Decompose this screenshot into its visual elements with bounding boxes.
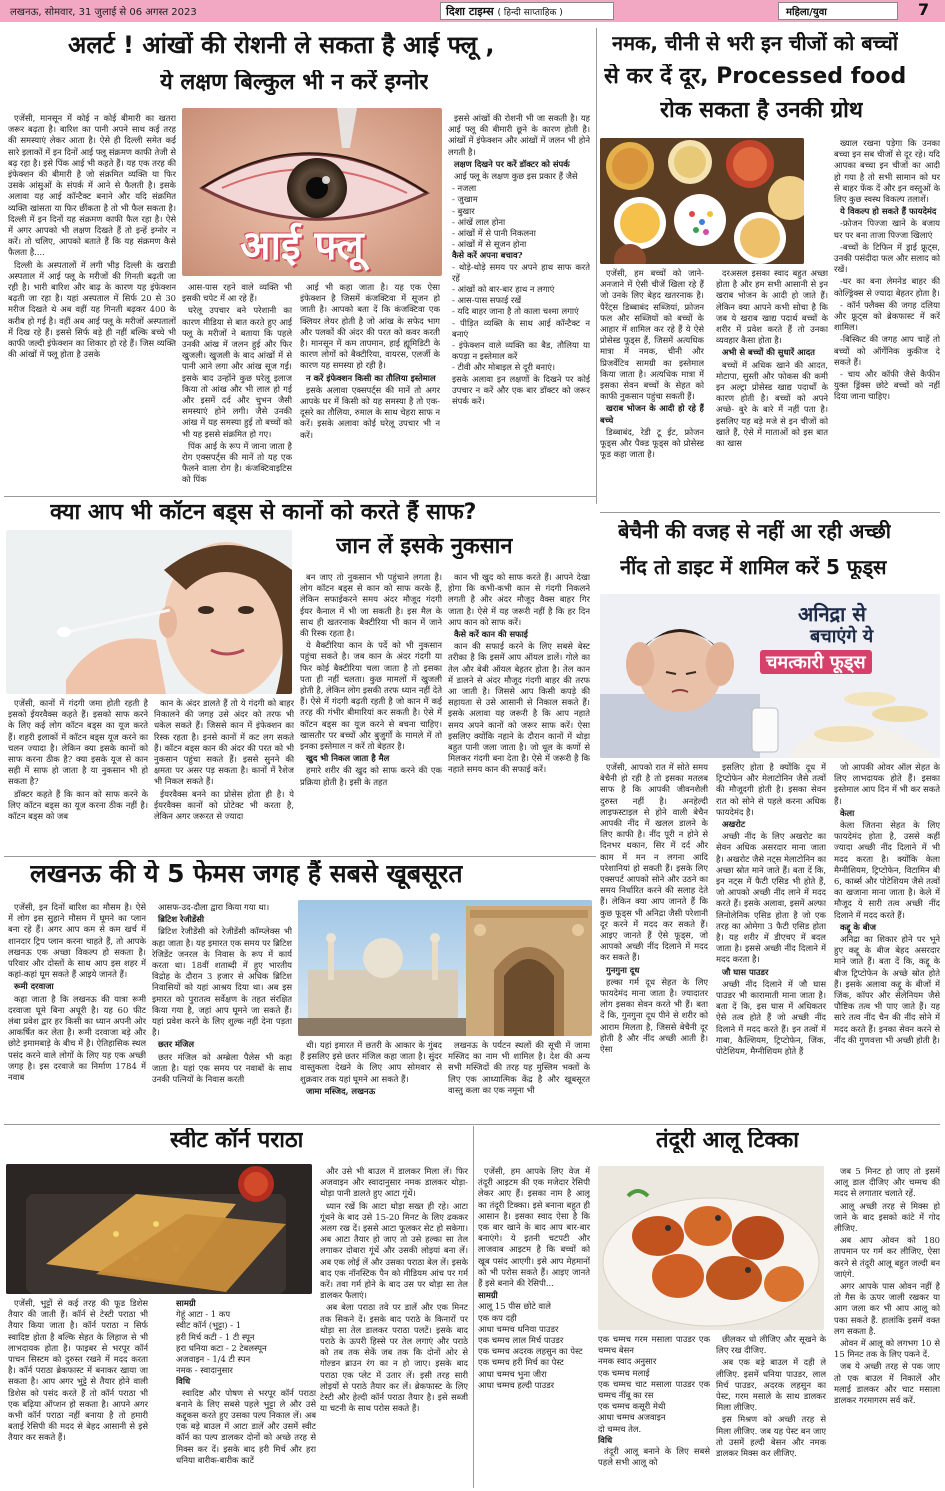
paragraph: एजेंसी, भुट्टों से कई तरह की फूड डिशेस तैयार की जाती हैं। कॉर्न से टेस्टी पराठा भी तैयार किया जाता है। कॉर्न पराठा न सिर्फ स्वादिष्ट होता है बल्कि सेहत के लिहाज से भी लाभदायक होता है। फाइबर से भरपूर कॉर्न पाचन सिस्टम को दुरुस्त रखने में मदद करता है। कॉर्न पराठा ब्रेकफास्ट में बनाकर खाया जा सकता है। आप अगर भुट्टे से तैयार होने वाली डिशेस को पसंद करते हैं तो कॉर्न पराठा भी एक बढ़िया ऑप्शन हो सकता है। आपने अगर कभी कॉर्न पराठा नहीं बनाया है तो हमारी बताई रेसिपी की मदद से बेहद आसानी से इसे तैयार कर सकते हैं।: [8, 1298, 148, 1443]
tandoori-potato-illustration: [598, 1166, 824, 1330]
masthead-section: महिला/युवा: [786, 7, 827, 18]
divider: [4, 856, 596, 857]
sleep-headline-1: बेचैनी की वजह से नहीं आ रही अच्छी: [618, 520, 891, 543]
sleep-col-1: [600, 762, 708, 1114]
paragraph: इस मिश्रण को अच्छी तरह से मिला लीजिए. जब यह पेस्ट बन जाए तो उसमें हल्दी बेसन और नमक डालकर मिक्स कर लीजिए.: [716, 1414, 826, 1459]
subheading: गुनगुना दूध: [606, 964, 640, 975]
subheading: सामग्री: [176, 1298, 196, 1308]
paragraph: जब 5 मिनट हो जाए तो इसमें आलू डाल दीजिए और चम्मच की मदद से लगातार चलाते रहें.: [834, 1166, 940, 1199]
page-number: 7: [918, 0, 930, 19]
list-item: - आंखें लाल होना: [452, 216, 506, 227]
eye-flu-headline-2: ये लक्षण बिल्कुल भी न करें इग्नोर: [160, 70, 429, 95]
paragraph: स्वादिष्ट और पोषण से भरपूर कॉर्न पराठा बनाने के लिए सबसे पहले भुट्टा ले और उसे कद्दूकस करते हुए उसका पल्प निकाल लें। अब एक बड़े बाउल में आटा डालें और उसमें स्वीट कॉर्न का पल्प डालकर दोनों को अच्छे तरह से मिक्स कर दें। इसके बाद हरी मिर्च और हरा धनिया बारीक-बारीक काटें: [176, 1387, 316, 1465]
ingredient-item: एक चम्मच मलाई: [598, 1367, 650, 1378]
subheading: केला: [840, 807, 855, 818]
ingredient-item: एक चम्मच हरी मिर्च का पेस्ट: [478, 1357, 564, 1368]
paragraph: इसके अलावा एक्सपर्ट्स की मानें तो अगर आपके घर में किसी को यह समस्या है तो एक-दूसरे का तौलिया, रुमाल के साथ चेहरा साफ न करें। इसके अलावा कोई घरेलू उपचार भी न करें।: [300, 384, 440, 440]
corn-paratha-col-3: [320, 1166, 468, 1486]
subheading: खराब भोजन के आदी हो रहे हैं बच्चे: [600, 403, 704, 425]
aloo-tikka-col-3: [716, 1334, 826, 1486]
paragraph: एजेंसी, आपको रात में सोते समय बेचैनी हो रही है तो इसका मतलब साफ है कि आपकी जीवनशैली दुरुस्त नहीं है। अनहेल्दी लाइफस्टाइल से होने वाली बेचैन आपकी नींद में खलल डालने के लिए काफी है। नींद पूरी न होने से दिनभर थकान, सिर में दर्द और काम में मन न लगना आदि परेशानियां हो सकती हैं। इसके लिए एक्सपर्ट आपको सोने और उठने का समय निर्धारित करने की सलाह देते हैं। लेकिन क्या आप जानते हैं कि कुछ फूड्स भी अनिद्रा जैसी परेशानी दूर करने में मदद कर सकते हैं। आइए जानते हैं ऐसे फूड्स, जो आपको अच्छी नींद दिलाने में मदद कर सकते हैं।: [600, 762, 708, 963]
list-item: - थोड़े-थोड़े समय पर अपने हाथ साफ करते रहें: [452, 261, 590, 283]
divider: [4, 496, 596, 497]
paragraph: आई भी कहा जाता है। यह एक ऐसा इंफेक्शन है जिसमें कंजक्टिवा में सूजन हो जाती है। आपको बता दें कि कंजक्टिवा एक क्लियर लेयर होती है जो आंख के सफेद भाग और पलकों की अंदर की परत को कवर करती है। मानसून में कम तापमान, हाई ह्यूमिडिटी के कारण लोगों को बैक्टीरिया, वायरस, एलर्जी के कारण यह समस्या हो रही है।: [300, 282, 440, 371]
list-item: - इंफेक्शन वाले व्यक्ति का बैड, तौलिया या कपड़ा न इस्तेमाल करें: [452, 340, 590, 362]
subheading: विधि: [598, 1434, 613, 1445]
corn-paratha-headline: स्वीट कॉर्न पराठा: [170, 1128, 304, 1153]
processed-food-headline-3: रोक सकता है उनकी ग्रोथ: [660, 98, 863, 123]
corn-paratha-col-1: [8, 1298, 148, 1486]
list-item: इसके अलावा इन लक्षणों के दिखने पर कोई उपचार न करें और एक बार डॉक्टर को जरूर संपर्क करें।: [452, 373, 590, 407]
cotton-buds-headline-2: जान लें इसके नुकसान: [336, 534, 513, 559]
paragraph: कान के अंदर डालते हैं तो ये गंदगी को बाहर निकालने की जगह उसे अंदर को तरफ भी धकेल सकते हैं। जिससे कान में इंफेक्शन का रिस्क रहता है। इनसे कानों में कट लग सकते हैं। कॉटन बड्स कान की अंदर की परत को भी नुकसान पहुंचा सकते हैं। इससे सुनने की क्षमता पर असर पड़ सकता है। कानों में रैशेज भी निकल सकते हैं।: [154, 698, 294, 787]
lucknow-headline: लखनऊ की ये 5 फेमस जगह हैं सबसे खूबसूरत: [30, 860, 463, 888]
processed-food-col-3: [834, 138, 940, 508]
cotton-buds-col-2: [154, 698, 294, 850]
list-item: - नजला: [452, 183, 477, 194]
ingredient-item: एक चम्मच चाट मसाला पाउडर एक चम्मच नींबू का रस: [598, 1378, 710, 1401]
corn-paratha-col-2: [176, 1298, 316, 1486]
paragraph: हल्का गर्म दूध सेहत के लिए फायदेमंद माना जाता है। ज्यादातर लोग इसका सेवन करते भी हैं। बता दें कि, गुनगुना दूध पीने से शरीर को आराम मिलता है, जिससे बेचैनी दूर होती है और नींद अच्छी आती है। ऐसा: [600, 976, 708, 1055]
paragraph: कान की सफाई करने के लिए सबसे बेस्ट तरीका है कि इसमें आप ऑयल डालें। गोले का तेल और बेबी ऑयल बेहतर होता है। तेल कान में डालने से अंदर मौजूद गंदगी बाहर की तरफ आ जाती है। जिससे आप किसी कपड़े की सहायता से उसे आसानी से निकाल सकते हैं। इसके अलावा यह जरूरी है कि आप नहाते समय अपने कानों को जरूर साफ करें। ऐसा इसलिए क्योंकि नहाने के दौरान कानों में थोड़ा बहुत पानी जला जाता है। जो धूल के कणों से मिलकर गंदगी बना देता है। ऐसे में जरूरी है कि नहाते समय कान की सफाई करें।: [448, 641, 590, 775]
ingredient-item: गेहूं आटा - 1 कप: [176, 1309, 231, 1320]
list-subheading: कैसे करें अपना बचाव?: [452, 250, 523, 261]
paragraph: तंदूरी आलू बनाने के लिए सबसे पहले सभी आलू को: [598, 1446, 710, 1468]
paragraph: केला जितना सेहत के लिए फायदेमंद होता है, उससे कहीं ज्यादा अच्छी नींद दिलाने में भी मदद करता है। क्योंकि केला मैग्नीशियम, ट्रिप्टोफेन, विटामिन बी 6, कार्ब्स और पोटेशियम जैसे तत्वों का खजाना माना जाता है। केले में मौजूद ये सारी तत्व अच्छी नींद दिलाने में मदद करते हैं।: [834, 820, 940, 920]
subheading: विधि: [176, 1376, 191, 1387]
subheading: अखरोट: [722, 819, 746, 830]
lucknow-col-2: [152, 902, 292, 1120]
masthead-date: लखनऊ, सोमवार, 31 जुलाई से 06 अगस्त 2023: [10, 7, 197, 18]
ingredient-item: नमक - स्वादानुसार: [176, 1365, 233, 1376]
subheading: खुद भी निकल जाता है मैल: [306, 753, 390, 764]
paragraph: बन जाए तो नुकसान भी पहुंचाने लगता है। लोग कॉटन बड्स से कान को साफ करके हैं, लेकिन सफाईकरने समय अंदर मौजूद गंदगी ईयर कैनाल में भी जा सकती है। इस मैल के साथ ही खतरनाक बैक्टीरिया भी कान में जाने की रिस्क रहता है।: [300, 572, 442, 639]
list-item: -बच्चों के टिफिन में ड्राई फ्रूट्स, उनकी पसंदीदा फल और सलाद को रखें।: [834, 241, 940, 275]
paragraph: इससे आंखों की रोशनी भी जा सकती है। यह आई फ्लू की बीमारी छूने के कारण होती है। आंखों में इंफेक्शन और आंखों में जलन भी होने लगती है।: [448, 113, 590, 157]
subheading: छतर मंजिल: [158, 1039, 195, 1050]
ingredient-item: अजवाइन - 1/4 टी स्पन: [176, 1354, 251, 1365]
ingredient-item: एक चम्मच अदरक लहसुन का पेस्ट: [478, 1346, 583, 1357]
processed-food-col-1: [600, 268, 704, 508]
eye-flu-image: [182, 108, 442, 276]
paragraph: छतर मंजिल को अम्ब्रेला पैलेस भी कहा जाता है। यहां एक समय पर नवाबों के साथ उनकी पत्नियों के निवास करती: [152, 1051, 292, 1085]
ingredient-item: नमक स्वाद अनुसार: [598, 1356, 657, 1367]
lucknow-image: [298, 900, 592, 1036]
subheading: न करें इंफेक्शन किसी का तौलिया इस्तेमाल: [306, 372, 436, 383]
subheading: जामा मस्जिद, लखनऊ: [306, 1085, 376, 1096]
paragraph: दरअसल इसका स्वाद बहुत अच्छा होता है और हम सभी आसानी से इन खराब भोजन के आदी हो जाते हैं। लेकिन क्या आपने कभी सोचा है कि जब ये खराब खाद्य पदार्थ बच्चों के शरीर में प्रवेश करते हैं तो उनका व्यवहार कैसा होता है।: [716, 268, 828, 346]
paragraph: एजेंसी, हम आपके लिए वेज में तंदूरी आइटम की एक मजेदार रेसिपी लेकर आए हैं। इसका नाम है आलू का तंदूरी टिक्का। इसे बनाना बहुत ही आसान है। इसका स्वाद ऐसा है कि एक बार खाने के बाद आप बार-बार बनाएंगे। ये इतनी चटपटी और लाजवाब आइटम है कि बच्चों को खूब पसंद आएगी। इसे आप मेहमानों को भी परोस सकते हैं। आइए जानते हैं इसे बनाने की रेसिपी...: [478, 1166, 590, 1289]
corn-paratha-image: [6, 1164, 312, 1294]
list-item: -घर का बना लेमनेड बाहर की कोल्ड्रिंक्स से ज्यादा बेहतर होता है।: [834, 276, 940, 298]
paragraph: ख्याल रखना पड़ेगा कि उनका बच्चा इन सब चीजों से दूर रहे। यदि आपका बच्चा इन चीजों का आदी हो गया है तो सभी सामान को घर से बाहर फेंक दें और इन वस्तुओं के लिए कुछ स्वस्थ विकल्प तलाशें।: [834, 138, 940, 205]
paragraph: अच्छी नींद दिलाने में जौ घास पाउडर भी कारामाती माना जाता है। बता दें कि, इस घास में अधिकतर ऐसे तत्व होते हैं जो अच्छी नींद दिलाने में मदद करते हैं। इन तत्वों में गाबा, कैल्शियम, ट्रिप्टोफेन, जिंक, पोटेशियम, मैग्नीशियम होते हैं: [716, 978, 826, 1057]
paragraph: अगर आपके पास ओवन नहीं है तो गैस के ऊपर जाली रखकर या आग जला कर भी आप आलू को पका सकते हैं. हालांकि इसमें वक्त लग सकता है.: [834, 1281, 940, 1336]
paragraph: जो आपकी ओवर ऑल सेहत के लिए लाभदायक होते हैं। इसका इस्तेमाल आप दिन में भी कर सकते हैं।: [834, 762, 940, 806]
paragraph: अब बेला पराठा तवे पर डालें और एक मिनट तक सिकने दें। इसके बाद पराठे के किनारों पर थोड़ा सा तेल डालकर पराठा पलटें। इसके बाद पराठे के ऊपरी हिस्से पर तेल लगाएं और पराठे को तब तक सेकें जब तक कि दोनों ओर से गोल्डन ब्राउन रंग का न हो जाए। इसके बाद पराठा एक प्लेट में उतार लें। इसी तरह सारी लोइयों से पराठे तैयार कर लें। ब्रेकफास्ट के लिए टेस्टी और हेल्दी कॉर्न पराठा तैयार है। इसे सब्जी या चटनी के साथ परोस सकते हैं।: [320, 1302, 468, 1414]
list-item: - पीड़ित व्यक्ति के साथ आई कॉन्टैक्ट न बनाएं: [452, 317, 590, 339]
paragraph: ब्रिटिश रेजीडेंसी को रेजीडेंसी कॉम्प्लेक्स भी कहा जाता है। यह इमारत एक समय पर ब्रिटिश रेजिडेंट जनरल के निवास के रूप में कार्य करता था। 18वीं शताब्दी में हुए भारतीय विद्रोह के दौरान 3 हजार से अधिक ब्रिटिश निवासियों को यहां आश्रय दिया था। अब इस इमारत को पुरातत्व सर्वेक्षण के तहत संरक्षित किया गया है, जहां आप घूमने जा सकते हैं। यहां प्रवेश करने के लिए शुल्क नहीं देना पड़ता है।: [152, 926, 292, 1038]
paper-subtitle: ( हिन्दी साप्ताहिक ): [497, 8, 563, 18]
paragraph: हमारे शरीर की खुद को साफ करने की एक प्रक्रिया होती है। इसी के तहत: [300, 765, 442, 787]
paragraph: ईयरवैक्स बनने का प्रोसेस होता ही है। ये ईयरवैक्स कानों को प्रोटेक्ट भी करता है, लेकिन अगर जरूरत से ज्यादा: [154, 788, 294, 822]
processed-food-col-2: [716, 268, 828, 508]
paragraph: ओवन में आलू को लगभग 10 से 15 मिनट तक के लिए पकने दें.: [834, 1338, 940, 1360]
paragraph: ये बैक्टीरिया कान के पर्दे को भी नुकसान पहुंचा सकते है। जब कान के अंदर गंदगी या फिर कोई बैक्टीरिया चला जाता है तो इसका पता ही नहीं चलता। कुछ मामलों में खुजली होती है, लेकिन लोग इसकी तरफ ध्यान नहीं देते हैं। ऐसे में गंदगी बढ़ती रहती है जो कान में कई तरह की गंभीर बीमारियां कर सकती है। ऐसे में कॉटन बड्स का यूज करने से बचना चाहिए। खासतौर पर बच्चों और बुजुर्गों के मामले में तो इनका इस्तेमाल न करें तो बेहतर है।: [300, 640, 442, 752]
paragraph: एजेंसी, इन दिनों बारिश का मौसम है। ऐसे में लोग इस सुहाने मौसम में घूमने का प्लान बना रहे हैं। अगर आप कम से कम खर्च में शानदार ट्रिप प्लान करना चाहते हैं, तो आपके लखनऊ एक अच्छा विकल्प हो सकता है। परिवार और दोस्तों के साथ आप इस शहर में कहां-कहां घूम सकते हैं आइये जानते हैं।: [8, 902, 146, 980]
list-item: - कॉर्न फ्लैक्स की जगह दलिया और फ्रूट्स को ब्रेकफास्ट में करें शामिल।: [834, 299, 940, 333]
subheading: सामग्री: [478, 1290, 498, 1301]
paragraph: थी। यहां इमारत में छतरी के आकार के गुंबद हैं इसलिए इसे छतर मंजिल कहा जाता है। सुंदर वास्तुकला देखने के लिए आप सोमवार से शुक्रवार तक यहां घूमने आ सकते हैं।: [300, 1040, 442, 1084]
paragraph: एजेंसी, हम बच्चों को जाने- अनजाने में ऐसी चीजें खिला रहे हैं जो उनके लिए बेहद खतरनाक है। पैरेंट्स डिब्बाबंद सब्जियां, फ्रोजन फल और सब्जियों को बच्चों के आहार में शामिल कर रहे हैं ये ऐसे प्रोसेस्ड फूड्स हैं, जिसमें अत्यधिक मात्रा में नमक, चीनी और प्रिजर्वेटिव सामग्री का इस्तेमाल किया जाता है। अत्यधिक मात्रा में इसका सेवन बच्चों के सेहत को काफी नुकसान पहुंचा सकती हैं।: [600, 268, 704, 402]
ingredient-item: एक चम्मच गरम मसाला पाउडर एक चम्मच बेसन: [598, 1334, 710, 1356]
paragraph: कान भी खुद को साफ करते हैं। आपने देखा होगा कि कभी-कभी कान से गंदगी निकलने लगती है और अंदर मौजूद वैक्स बाहर गिर जाता है। ऐसे में यह जरूरी नहीं है कि हर दिन आप कान को साफ करें।: [448, 572, 590, 627]
ingredient-item: एक चम्मच कसूरी मेथी: [598, 1401, 666, 1412]
ingredient-item: स्वीट कॉर्न (भुट्टा) - 1: [176, 1320, 242, 1331]
sleep-image-title-2: बचाएंगे ये: [810, 626, 874, 647]
list-item: - टीवी और मोबाइल से दूरी बनाएं।: [452, 362, 556, 373]
processed-food-headline-2: से कर दें दूर, Processed food: [604, 64, 907, 89]
lucknow-col-3: [300, 1040, 442, 1120]
subheading: जौ घास पाउडर: [722, 966, 769, 977]
paragraph: और उसे भी बाउल में डालकर मिला लें। फिर अजवाइन और स्वादानुसार नमक डालकर थोड़ा-थोड़ा पानी डालते हुए आटा गूंथें।: [320, 1166, 468, 1199]
paragraph: एजेंसी, मानसून में कोई न कोई बीमारी का खतरा जरूर बढ़ता है। बारिश का पानी अपने साथ कई तरह की समस्याएं लेकर आता है। ऐसे ही दिल्ली समेत कई सारे इलाकों में इन दिनों आई फ्लू संक्रमण काफी तेजी से बढ़ रहा है। इसे पिंक आई भी कहते हैं। यह एक तरह की इंफेक्शन की बीमारी है जो संक्रमित व्यक्ति या फिर उसके आंसुओं के संपर्क में आने से फैलती है। इसके अलावा यह आई कॉन्टैक्ट बनाने और यदि संक्रमित व्यक्ति खांसता या फिर छींकता है तो भी फैल सकता है। दिल्ली में इन दिनों यह संक्रमण काफी फैल रहा है। ऐसे में अगर आपको भी लक्षण दिखते हैं तो इन्हें इग्नोर न करें। तो चलिए, आपको बताते हैं कि यह संक्रमण कैसे फैलता है....: [8, 113, 176, 258]
divider: [473, 1126, 474, 1488]
list-item: - जुखाम: [452, 194, 478, 205]
ingredient-item: हरा धनिया कटा - 2 टेबलस्पून: [176, 1342, 267, 1353]
list-item: - आंखों में से पानी निकलना: [452, 228, 536, 239]
ingredient-item: एक कप दही: [478, 1312, 517, 1323]
paragraph: इसलिए होता है क्योंकि दूध में ट्रिप्टोफेन और मेलाटोनिन जैसे तत्वों की मौजूदगी होती है। इसका सेवन रात को सोने से पहले करना अधिक फायदेमंद है।: [716, 762, 826, 817]
aloo-tikka-col-1: [478, 1166, 590, 1486]
paratha-plate-illustration: [6, 1164, 312, 1294]
paragraph: दिल्ली के अस्पतालों में लगी भीड़ दिल्ली के खराडी अस्पताल में आई फ्लू के मरीजों की गिनती बढ़ती जा रही है। भारी बारिश और बाढ़ के कारण यह इंफेक्शन बढ़ती जा रहा है। यहां अस्पताल में सिर्फ 20 से 30 मरीज दिखते थे अब वहीं यह गिनती बढ़कर 400 के करीब हो गई है। वहीं अब आई फ्लू के मरीजों अस्पतालों में दिख रहे हैं। इससे सिर्फ बड़े ही नहीं बल्कि बच्चे भी काफी जल्दी इंफेक्शन का शिकार हो रहे हैं। जिस व्यक्ति की आंखों में फ्लू होता है उसके: [8, 259, 176, 360]
list-item: - आंखों में से सूजन होना: [452, 239, 527, 250]
paragraph: आस-पास रहने वाले व्यक्ति भी इसकी चपेट में आ रहे हैं।: [182, 282, 292, 304]
list-item: - आंखों को बार-बार हाथ न लगाएं: [452, 284, 555, 295]
lucknow-monuments-illustration: [298, 900, 592, 1036]
eye-flu-col-1: [8, 113, 176, 491]
list-item: - बुखार: [452, 205, 475, 216]
subheading: ब्रिटिश रेजीडेंसी: [158, 914, 205, 925]
ingredient-item: आधा चम्मच अजवाइन: [598, 1412, 666, 1423]
woman-cleaning-ear-illustration: [6, 530, 292, 694]
paragraph: डॉक्टर कहते हैं कि कान को साफ करने के लिए कॉटन बड्स का यूज करना ठीक नहीं है। कॉटन बड्स को जब: [8, 788, 148, 822]
paragraph: डिब्बाबंद, रेडी टू ईट, फ्रोजन फूड्स और पैक्ड फूड्स को प्रोसेस्ड फूड कहा जाता है।: [600, 426, 704, 460]
eye-flu-col-2: [182, 282, 292, 492]
paragraph: पिंक आई के रूप में जाना जाता है रोग एक्सपर्ट्स की मानें तो यह एक फैलने वाला रोग है। कंजक्टिवाइटिस को पिंक: [182, 440, 292, 485]
sleepless-woman-illustration: [600, 594, 940, 758]
paragraph: अब आप ओवन को 180 तापमान पर गर्म कर लीजिए, ऐसा करने से तंदूरी आलू बहुत जल्दी बन जाएंगे.: [834, 1235, 940, 1279]
paragraph: ध्यान रखें कि आटा थोड़ा सख्त ही रहे। आटा गूंथने के बाद उसे 15-20 मिनट के लिए ढककर अलग रख दें। इससे आटा फूलकर सेट हो सकेगा। अब आटा तैयार हो जाए तो उसे हल्का सा तेल लगाकर दोबारा गूंथें और उसकी लोइयां बना लें। अब एक लोई लें और उसका पराठा बेल लें। इसके बाद एक नॉनस्टिक पैन को मीडियम आंच पर गर्म करें। तवा गर्म होने के बाद उस पर थोड़ा सा तेल डालकर फैलाएं।: [320, 1200, 468, 1301]
divider: [600, 512, 940, 513]
paragraph: एजेंसी, कानों में गंदगी जमा होती रहती है इसको ईयरवैक्स कहते हैं। इसको साफ करने के लिए कई लोग कॉटन बड्स का यूज करते हैं। शहरी इलाकों में कॉटन बड्स यूज करने का चलन ज्यादा है। लेकिन क्या इसके कानों को साफ करना ठीक है? क्या इसके यूज से कान सही में साफ हो जाता है या नुकसान भी हो सकता है?: [8, 698, 148, 787]
sleep-col-2: [716, 762, 826, 1114]
subheading: रूमी दरवाजा: [14, 981, 54, 992]
paragraph: घरेलू उपचार बने परेशानी का कारण मीडिया से बात करते हुए आई फ्लू के मरीजों ने बताया कि पहले उनकी आंख में जलन हुई और फिर खुजली। खुजली के बाद आंखों में से पानी आने लगा और आंख सूज गई। इसके बाद उन्होंने कुछ घरेलू इलाज किया तो आंख और भी लाल हो गई और इसमें दर्द और चुभन जैसी समस्याएं होने लगी। जैसे उनकी आंख में यह समस्या हुई तो बच्चों को भी यह इससे संक्रमित हो गए।: [182, 305, 292, 439]
cotton-buds-col-1: [8, 698, 148, 850]
paragraph: अच्छी नींद के लिए अखरोट का सेवन अधिक असरदार माना जाता है। अखरोट जैसे नट्स मेलाटोनिन का अच्छा स्रोत माने जाते हैं। बता दें कि, इन नट्स में फैटी एसिड भी होते हैं, जो आपको अच्छी नींद लाने में मदद करते हैं। इसके अलावा, इसमें अल्फा लिनोलेनिक एसिड होता है जो एक तरह का ओमेगा 3 फैटी एसिड होता है। यह शरीर में डीएचए में बदल जाता है। इससे अच्छी नींद दिलाने में मदद करता है।: [716, 831, 826, 965]
paragraph: कहा जाता है कि लखनऊ की यात्रा रूमी दरवाजा घूमे बिना अधूरी है। यह 60 फीट लंबा प्रवेश द्वार हर किसी का ध्यान अपनी ओर आकर्षित कर लेता है। रूमी दरवाजा बड़े और छोटे इमामबाड़े के बीच में है। ऐतिहासिक स्थल पसंद करने वाले लोगों के लिए यह एक अच्छी जगह है। इस दरवाजे का निर्माण 1784 में नवाब: [8, 993, 146, 1083]
list-item: - आस-पास सफाई रखें: [452, 295, 522, 306]
paragraph: आई फ्लू के लक्षण कुछ इस प्रकार हैं जैसे: [454, 171, 578, 182]
list-item: -बिस्किट की जगह आप चाहें तो बच्चों को ऑर्गेनिक कुकीज दे सकते हैं।: [834, 334, 940, 367]
sleep-col-3: [834, 762, 940, 1114]
paragraph: आलू अच्छी तरह से मिक्स हो जाने के बाद इसको कांटे में गोद लीजिए.: [834, 1200, 940, 1234]
cotton-buds-col-4: [448, 572, 590, 850]
paragraph: अनिद्रा का शिकार होने पर भूने हुए कद्दू के बीज बेहद असरदार माने जाते हैं। बता दें कि, कद्दू के बीज ट्रिप्टोफेन के अच्छे स्रोत होते हैं। इसके अलावा कद्दू के बीजों में जिंक, कॉपर और सेलेनियम जैसे पौष्टिक तत्व भी पाए जाते हैं। यह सारे तत्व नींद चैन की नींद सोने में मदद करते हैं। इनका सेवन करने से नींद की गुणवत्ता भी अच्छी होती है।: [834, 934, 940, 1045]
subheading: अभी से बच्चों की सुधारें आदत: [722, 347, 815, 358]
cotton-buds-image: [6, 530, 292, 694]
processed-food-image: [600, 138, 804, 264]
ingredient-item: दो चम्मच तेल.: [598, 1423, 642, 1434]
paragraph: अब एक बड़े बाउल में दही ले लीजिए. इसमें धनिया पाउडर, लाल मिर्च पाउडर, अदरक लहसुन का पेस्ट, गरम मसाले के साथ डालकर मिला लीजिए.: [716, 1357, 826, 1413]
sleep-image-title-1: अनिद्रा से: [798, 602, 866, 626]
paper-title: दिशा टाइम्स: [446, 5, 494, 18]
paragraph: छीलकर धो लीजिए और सूखने के लिए रख दीजिए.: [716, 1334, 826, 1356]
subheading: कैसे करें कान की सफाई: [454, 629, 528, 640]
paragraph: बच्चों में अधिक खाने की आदत, मोटापा, सुस्ती और फोकस की कमी इन अल्ट्रा प्रोसेस्ड खाद्य पदार्थों के कारण होती है। बच्चों को अपने अच्छे- बुरे के बारे में नहीं पता है। इसलिए यह बड़े मजे से इन चीजों को खाते हैं, ऐसे में माताओं को इस बात का खास: [716, 359, 828, 449]
aloo-tikka-headline: तंदूरी आलू टिक्का: [656, 1128, 800, 1153]
eye-flu-headline-1: अलर्ट ! आंखों की रोशनी ले सकता है आई फ्लू ,: [68, 32, 495, 59]
subheading: कद्दू के बीज: [840, 921, 876, 932]
aloo-tikka-col-4: [834, 1166, 940, 1486]
subheading: लक्षण दिखने पर करें डॉक्टर को संपर्क: [454, 158, 570, 169]
cotton-buds-headline-1: क्या आप भी कॉटन बड्स से कानों को करते हैं साफ?: [50, 500, 477, 525]
ingredient-item: आधा चम्मच भुना जीरा: [478, 1368, 547, 1379]
snack-bowls-illustration: [600, 138, 804, 264]
cotton-buds-col-3: [300, 572, 442, 850]
sleep-headline-2: नींद तो डाइट में शामिल करें 5 फूड्स: [620, 556, 887, 579]
ingredient-item: आधा चम्मच धनिया पाउडर: [478, 1323, 559, 1334]
ingredient-item: हरी मिर्च कटी - 1 टी स्पून: [176, 1331, 255, 1342]
lucknow-col-1: [8, 902, 146, 1120]
aloo-tikka-col-2: [598, 1334, 710, 1486]
lucknow-col-4: [448, 1040, 590, 1120]
paragraph: आसफ-उद-दौला द्वारा किया गया था।: [158, 902, 270, 912]
masthead-paper-name: [446, 4, 563, 19]
eye-flu-col-3: [300, 282, 440, 492]
paragraph: जब ये अच्छी तरह से पक जाए तो एक बाउल में निकालें और मलाई डालकर और चाट मसाला डालकर गरमागरम सर्व करें.: [834, 1361, 940, 1406]
processed-food-headline-1: नमक, चीनी से भरी इन चीजों को बच्चों: [612, 32, 899, 55]
ingredient-item: आलू 15 पीस छोटे वाले: [478, 1301, 551, 1312]
divider: [596, 28, 597, 504]
ingredient-item: एक चम्मच लाल मिर्च पाउडर: [478, 1335, 564, 1346]
aloo-tikka-image: [598, 1166, 824, 1330]
list-item: -फ्रोजन पिज्जा खाने के बजाय घर पर बना ताजा पिज्जा खिलाएं: [834, 218, 940, 240]
sleep-image-title-3: चमत्कारी फूड्स: [760, 650, 872, 674]
sleep-image: [600, 594, 940, 758]
list-item: - यदि बाहर जाना है तो काला चश्मा लगाएं: [452, 306, 579, 317]
paragraph: लखनऊ के पर्यटन स्थलों की सूची में जामा मस्जिद का नाम भी शामिल है। देश की अन्य सभी मस्जिदों की तरह यह मुस्लिम भक्तों के लिए एक आध्यात्मिक केंद्र है और खूबसूरत वास्तु कला का एक नमूना भी: [448, 1040, 590, 1095]
eye-flu-col-4: [448, 113, 590, 491]
ingredient-item: आधा चम्मच हल्दी पाउडर: [478, 1379, 555, 1390]
list-item: - चाय और कॉफी जैसे कैफीन युक्त ड्रिंक्स छोटे बच्चों को नहीं दिया जाना चाहिए।: [834, 369, 940, 402]
subheading: ये विकल्प हो सकते हैं फायदेमंद: [840, 206, 937, 217]
eye-flu-image-caption: आई फ्लू: [240, 223, 364, 269]
divider: [4, 1124, 940, 1125]
